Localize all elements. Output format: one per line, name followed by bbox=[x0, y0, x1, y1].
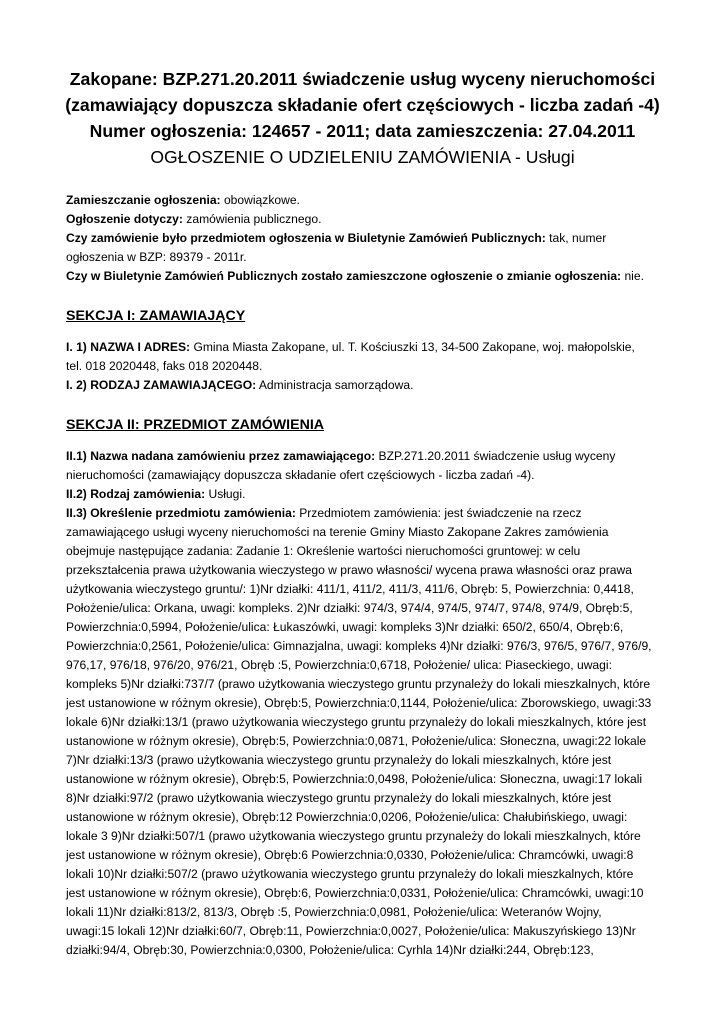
field-label: II.2) Rodzaj zamówienia: bbox=[66, 487, 206, 501]
body-line: obejmuje następujące zadania: Zadanie 1: Określenie wartości nieruchomości gruntowej: w celu bbox=[66, 544, 581, 558]
intro-line: ogłoszenia w BZP: 89379 - 2011r. bbox=[66, 250, 247, 264]
field-value: Administracja samorządowa. bbox=[256, 378, 414, 392]
body-line: przekształcenia prawa użytkowania wieczystego w prawo własności/ wycena prawa własności oraz prawa bbox=[66, 563, 632, 577]
title-line-2: (zamawiający dopuszcza składanie ofert częściowych - liczba zadań -4) bbox=[65, 95, 660, 115]
intro-value: zamówienia publicznego. bbox=[182, 212, 322, 226]
field-label: I. 1) NAZWA I ADRES: bbox=[66, 340, 191, 354]
intro-line bbox=[66, 267, 644, 286]
section-2-line bbox=[66, 485, 245, 504]
body-line: 7)Nr działki:13/3 (prawo użytkowania wieczystego gruntu przynależy do lokali mieszkalnych, które jest bbox=[66, 753, 612, 767]
intro-label: Ogłoszenie dotyczy: bbox=[66, 212, 183, 226]
title-line-3: Numer ogłoszenia: 124657 - 2011; data zamieszczenia: 27.04.2011 bbox=[89, 121, 636, 141]
body-line: 976,17, 976/18, 976/20, 976/21, Obręb :5, Powierzchnia:0,6718, Położenie/ ulica: Piaseckiego, uwagi: bbox=[66, 658, 612, 672]
body-line: ustanowione w różnym okresie), Obręb:12 Powierzchnia:0,0206, Położenie/ulica: Chałubińskiego, uwagi: bbox=[66, 810, 628, 824]
body-line: kompleks 5)Nr działki:737/7 (prawo użytkowania wieczystego gruntu przynależy do lokali mieszkalnych, które bbox=[66, 677, 651, 691]
section-1-line: tel. 018 2020448, faks 018 2020448. bbox=[66, 359, 263, 373]
intro-label: Czy w Biuletynie Zamówień Publicznych zostało zamieszczone ogłoszenie o zmianie ogłoszenia: bbox=[66, 269, 622, 283]
body-line: działki:94/4, Obręb:30, Powierzchnia:0,0300, Położenie/ulica: Cyrhla 14)Nr działki:244, Obręb:123, bbox=[66, 943, 594, 957]
body-line: jest ustanowione w różnym okresie), Obręb:6, Powierzchnia:0,0331, Położenie/ulica: Chramcówki, uwagi:10 bbox=[66, 886, 644, 900]
field-value: Gmina Miasta Zakopane, ul. T. Kościuszki 13, 34-500 Zakopane, woj. małopolskie, bbox=[190, 340, 635, 354]
body-line: uwagi:15 lokali 12)Nr działki:60/7, Obręb:11, Powierzchnia:0,0027, Położenie/ulica: Makuszyńskiego 13)Nr bbox=[66, 924, 636, 938]
field-label: II.1) Nazwa nadana zamówieniu przez zamawiającego: bbox=[66, 449, 376, 463]
body-line: Położenie/ulica: Orkana, uwagi: kompleks. 2)Nr działki: 974/3, 974/4, 974/5, 974/7, 974/8, 974/9, Obręb:5, bbox=[66, 601, 633, 615]
section-1-line bbox=[66, 338, 635, 357]
field-value: BZP.271.20.2011 świadczenie usług wyceny bbox=[375, 449, 616, 463]
intro-line bbox=[66, 210, 321, 229]
body-line: Powierzchnia:0,5994, Położenie/ulica: Łukaszówki, uwagi: kompleks 3)Nr działki: 650/2, 650/4, Obręb:6, bbox=[66, 620, 624, 634]
section-1-heading: SEKCJA I: ZAMAWIAJĄCY bbox=[66, 308, 246, 324]
field-value: Usługi. bbox=[205, 487, 246, 501]
body-line: jest ustanowione w różnym okresie), Obręb:6 Powierzchnia:0,0330, Położenie/ulica: Chramcówki, uwagi:8 bbox=[66, 848, 634, 862]
section-2-line bbox=[66, 504, 582, 523]
intro-label: Czy zamówienie było przedmiotem ogłoszenia w Biuletynie Zamówień Publicznych: bbox=[66, 231, 546, 245]
intro-line bbox=[66, 229, 606, 248]
body-line: lokali 10)Nr działki:507/2 (prawo użytkowania wieczystego gruntu przynależy do lokali mieszkalnych, które bbox=[66, 867, 634, 881]
section-2-line bbox=[66, 447, 615, 466]
notice-subtitle: OGŁOSZENIE O UDZIELENIU ZAMÓWIENIA - Usługi bbox=[150, 147, 575, 167]
body-line: użytkowania wieczystego gruntu/: 1)Nr działki: 411/1, 411/2, 411/3, 411/6, Obręb: 5, Powierzchnia: 0,4418, bbox=[66, 582, 634, 596]
intro-label: Zamieszczanie ogłoszenia: bbox=[66, 193, 221, 207]
field-label: II.3) Określenie przedmiotu zamówienia: bbox=[66, 506, 296, 520]
body-line: ustanowione w różnym okresie), Obręb:5, Powierzchnia:0,0498, Położenie/ulica: Słoneczna, uwagi:17 lokali bbox=[66, 772, 643, 786]
title-line-1: Zakopane: BZP.271.20.2011 świadczenie usług wyceny nieruchomości bbox=[69, 69, 656, 89]
field-value: Przedmiotem zamówienia: jest świadczenie na rzecz bbox=[295, 506, 582, 520]
section-2-line: nieruchomości (zamawiający dopuszcza składanie ofert częściowych - liczba zadań -4). bbox=[66, 468, 535, 482]
intro-value: tak, numer bbox=[545, 231, 607, 245]
field-label: I. 2) RODZAJ ZAMAWIAJĄCEGO: bbox=[66, 378, 257, 392]
section-1-line bbox=[66, 376, 413, 395]
intro-value: obowiązkowe. bbox=[220, 193, 300, 207]
body-line: jest ustanowione w różnym okresie), Obręb:5, Powierzchnia:0,1144, Położenie/ulica: Zborowskiego, uwagi:33 bbox=[66, 696, 652, 710]
body-line: zamawiającego usługi wyceny nieruchomości na terenie Gminy Miasto Zakopane Zakres zamówienia bbox=[66, 525, 609, 539]
intro-line bbox=[66, 191, 300, 210]
body-line: Powierzchnia:0,2561, Położenie/ulica: Gimnazjalna, uwagi: kompleks 4)Nr działki: 976/3, 976/5, 976/7, 976/9, bbox=[66, 639, 652, 653]
intro-value: nie. bbox=[621, 269, 644, 283]
section-2-heading: SEKCJA II: PRZEDMIOT ZAMÓWIENIA bbox=[66, 417, 325, 433]
body-line: 8)Nr działki:97/2 (prawo użytkowania wieczystego gruntu przynależy do lokali mieszkalnych, które jest bbox=[66, 791, 612, 805]
body-line: lokale 6)Nr działki:13/1 (prawo użytkowania wieczystego gruntu przynależy do lokali mieszkalnych, które jest bbox=[66, 715, 647, 729]
body-line: lokale 3 9)Nr działki:507/1 (prawo użytkowania wieczystego gruntu przynależy do lokali mieszkalnych, które bbox=[66, 829, 641, 843]
body-line: ustanowione w różnym okresie), Obręb:5, Powierzchnia:0,0871, Położenie/ulica: Słoneczna, uwagi:22 lokale bbox=[66, 734, 647, 748]
body-line: lokali 11)Nr działki:813/2, 813/3, Obręb :5, Powierzchnia:0,0981, Położenie/ulica: Weteranów Wojny, bbox=[66, 905, 602, 919]
